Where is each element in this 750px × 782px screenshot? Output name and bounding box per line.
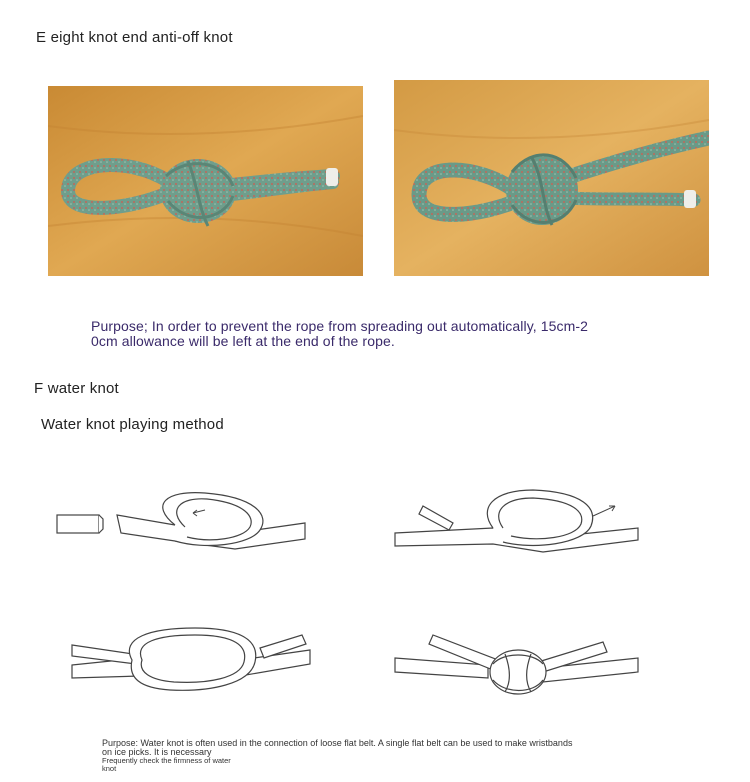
- water-knot-step2-diagram: [393, 478, 643, 568]
- section-f-purpose-line1: Purpose: Water knot is often used in the connection of loose flat belt. A single flat belt can be used to make wristbands: [102, 738, 573, 748]
- section-f-heading: F water knot: [34, 380, 119, 397]
- section-f-purpose-line3: Frequently check the firmness of water: [102, 756, 231, 765]
- figure-eight-knot-photo-front: [48, 86, 363, 276]
- water-knot-step1-diagram: [55, 485, 315, 565]
- section-e-purpose-line2: 0cm allowance will be left at the end of the rope.: [91, 333, 395, 349]
- section-f-purpose: [102, 739, 642, 773]
- section-e-purpose-line1: Purpose; In order to prevent the rope from spreading out automatically, 15cm-2: [91, 318, 589, 334]
- section-e-purpose: [91, 319, 671, 349]
- water-knot-step4-diagram: [393, 630, 643, 705]
- section-f-purpose-line4: knot: [102, 764, 117, 773]
- figure-eight-knot-photo-angled: [394, 80, 709, 276]
- section-f-purpose-line2: on ice picks. It is necessary: [102, 747, 212, 757]
- water-knot-step3-diagram: [70, 620, 315, 705]
- section-e-heading: E eight knot end anti-off knot: [36, 29, 233, 46]
- section-f-subheading: Water knot playing method: [41, 416, 224, 433]
